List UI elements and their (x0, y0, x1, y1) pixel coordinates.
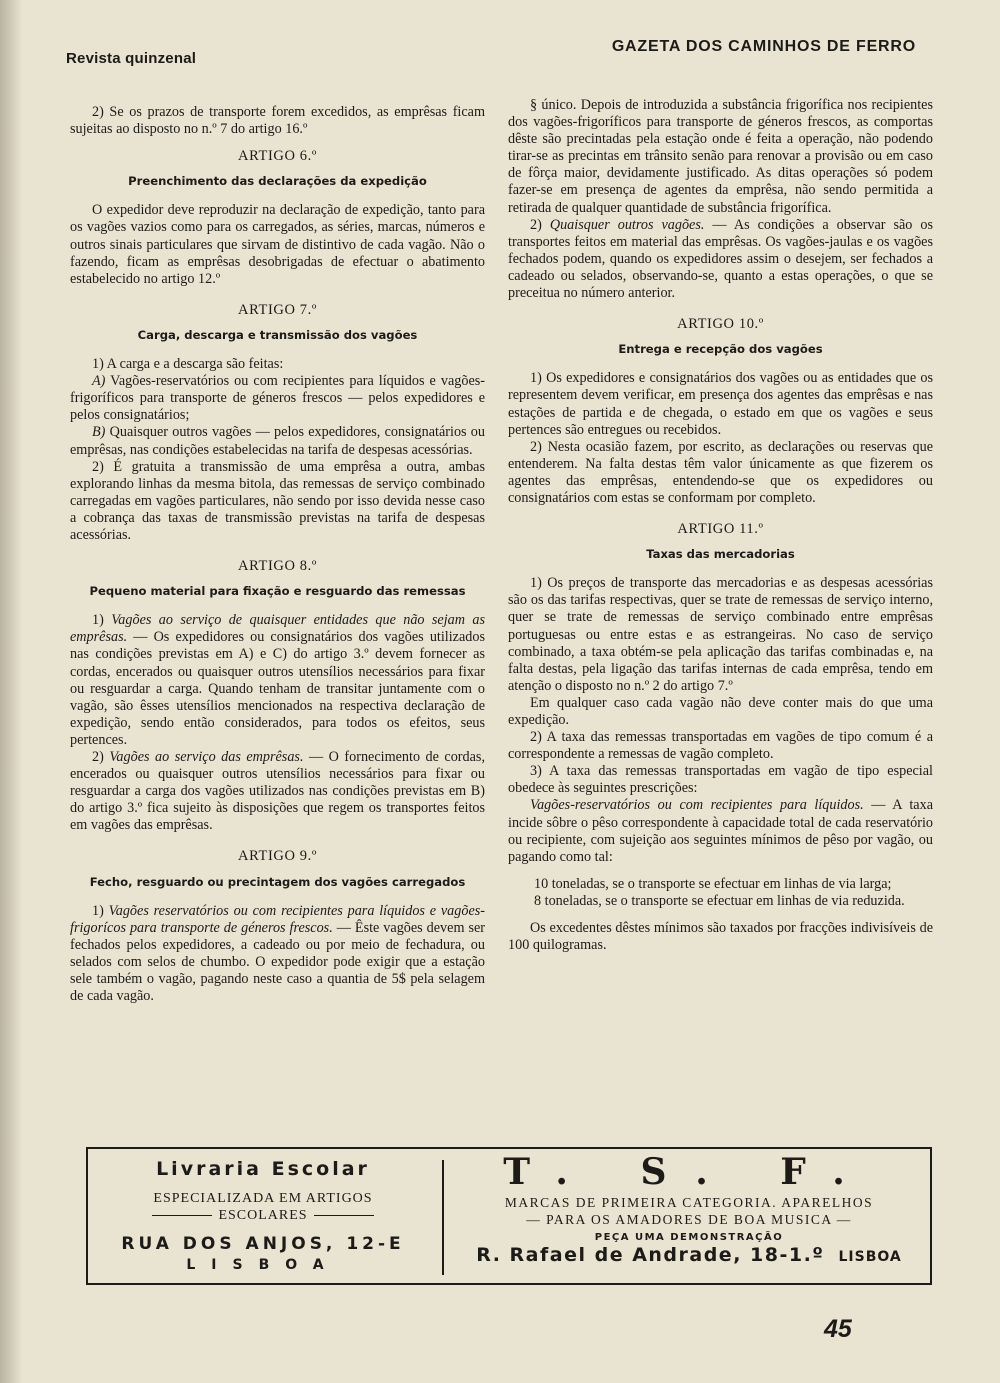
spacer (508, 866, 933, 876)
paragraph: 10 toneladas, se o transporte se efectuar em linhas de via larga; (534, 875, 892, 892)
page-gutter-shadow (0, 0, 22, 1383)
article-heading: ARTIGO 10.º (677, 316, 764, 333)
ad-livraria-street: RUA DOS ANJOS, 12-E (121, 1234, 405, 1254)
paragraph: 2) Se os prazos de transporte forem excedidos, as emprêsas ficam sujeitas ao disposto no n.º 7 do artigo 16.º (70, 104, 485, 138)
paragraph: 8 toneladas, se o transporte se efectuar em linhas de via reduzida. (534, 892, 905, 909)
rule-right (314, 1215, 374, 1216)
section-title: Entrega e recepção dos vagões (618, 342, 823, 357)
ad-livraria-spec-2-row (92, 1207, 434, 1224)
paragraph (508, 797, 933, 865)
item-number: 2) (92, 749, 104, 765)
article-heading: ARTIGO 8.º (238, 558, 317, 575)
ad-tsf-desc-2: — PARA OS AMADORES DE BOA MUSICA — (526, 1212, 852, 1227)
ad-livraria-escolar (92, 1154, 434, 1273)
item-label: A) (92, 373, 106, 390)
item-label: B) (92, 424, 106, 441)
ad-tsf-address: R. Rafael de Andrade, 18-1.º (476, 1244, 825, 1266)
article-heading: ARTIGO 7.º (238, 301, 317, 318)
ad-tsf-title: T. S. F. (503, 1151, 875, 1193)
header-right-title: GAZETA DOS CAMINHOS DE FERRO (611, 38, 916, 55)
paragraph (70, 749, 485, 834)
item-number: 1) (92, 612, 104, 629)
section-title: Carga, descarga e transmissão dos vagões (137, 327, 418, 342)
article-heading: ARTIGO 6.º (238, 148, 317, 165)
section-title: Preenchimento das declarações da expedição (128, 174, 427, 189)
ad-tsf-address-row (450, 1244, 928, 1266)
paragraph (70, 424, 485, 458)
paragraph (70, 373, 485, 424)
ad-tsf (450, 1152, 928, 1266)
item-text: — Os expedidores ou consignatários dos vagões utilizados nas condições previstas em A) e C) do artigo 3.º devem fornecer as cordas, encerados ou quaisquer outros utensílios necessários para fixar ou resguardar a carga. Quando tenham de transitar juntamente com o vagão, são êsses utensílios mencionados na respectiva declaração de expedição, sendo então considerados, para todos os efeitos, seus pertences. (70, 629, 485, 748)
paragraph (70, 612, 485, 749)
item-italic: Quaisquer outros vagões. (549, 216, 705, 233)
spacer (508, 910, 933, 920)
right-column (508, 97, 933, 954)
paragraph: Em qualquer caso cada vagão não deve conter mais do que uma expedição. (508, 694, 933, 728)
ad-tsf-desc-1: MARCAS DE PRIMEIRA CATEGORIA. APARELHOS (504, 1195, 874, 1210)
paragraph: 3) A taxa das remessas transportadas em vagão de tipo especial obedece às seguintes prescrições: (508, 763, 933, 797)
item-italic: Vagões ao serviço das emprêsas. (109, 749, 304, 765)
paragraph: O expedidor deve reproduzir na declaração de expedição, tanto para os vagões vazios como para os carregados, as séries, marcas, números e outros sinais particulares que sirvam de distintivo de cada vagão. Não o fazendo, ficam as emprêsas desobrigadas de efectuar o abatimento estabelecido no artigo 12.º (70, 202, 485, 287)
rule-left (152, 1215, 212, 1216)
item-text: — As condições a observar são os transportes feitos em material das emprêsas. Os vagões-jaulas e os vagões fechados podem, quando os expedidores assim o desejem, ser fechados a cadeado ou selados, observando-se, quanto a estas operações, o que se preceitua no número anterior. (508, 216, 933, 302)
item-text: — O fornecimento de cordas, encerados ou quaisquer outros utensílios necessários para fixar ou resguardar a carga dos vagões utilizados nas condições previstas em B) do artigo 3.º fica sujeito às disposições que regem os transportes feitos em vagões das emprêsas. (70, 749, 485, 834)
paragraph: 2) A taxa das remessas transportadas em vagões de tipo comum é a correspondente a remessas de vagão completo. (508, 729, 933, 763)
advertisement-divider (442, 1160, 444, 1275)
item-italic: Vagões reservatórios ou com recipientes para líquidos e vagões-frigorícos para transporte de géneros frescos. (70, 902, 486, 936)
page-number: 45 (824, 1315, 852, 1343)
ad-livraria-city: LISBOA (186, 1257, 340, 1273)
paragraph (508, 217, 933, 302)
ad-tsf-demo: PEÇA UMA DEMONSTRAÇÃO (594, 1232, 784, 1243)
ad-tsf-city: LISBOA (838, 1249, 902, 1265)
item-text: — A taxa incide sôbre o pêso correspondente à capacidade total de cada reservatório ou recipiente, com sujeição aos seguintes mínimos de pêso por vagão, ou pagando como tal: (508, 797, 933, 865)
ad-livraria-spec-2: ESCOLARES (218, 1208, 308, 1223)
item-italic: Vagões ao serviço de quaisquer entidades que não sejam as emprêsas. (70, 612, 486, 646)
section-title: Pequeno material para fixação e resguardo das remessas (89, 584, 466, 599)
left-column (70, 104, 485, 1005)
paragraph: 1) Os preços de transporte das mercadorias e as despesas acessórias são os das tarifas respectivas, quer se trate de remessas de serviço interno, quer se trate de remessas de serviço combinado entre emprêsas portuguesas ou entre estas e as estrangeiras. No caso de serviço combinado, a taxa obtém-se pela aplicação das tarifas combinadas e, na falta destas, pela ligação das tarifas internas de cada emprêsa, tendo em atenção o disposto no n.º 2 do artigo 7.º (508, 575, 933, 694)
article-heading: ARTIGO 11.º (677, 521, 764, 538)
paragraph: Os excedentes dêstes mínimos são taxados por fracções indivisíveis de 100 quilogramas. (508, 920, 933, 954)
header-left-title: Revista quinzenal (66, 50, 197, 67)
item-number: 2) (530, 216, 542, 233)
item-text: Quaisquer outros vagões — pelos expedidores, consignatários ou emprêsas, nas condições estabelecidas na tarifa de despesas acessórias. (70, 424, 485, 458)
article-heading: ARTIGO 9.º (238, 848, 317, 865)
section-title: Fecho, resguardo ou precintagem dos vagões carregados (89, 874, 466, 889)
item-text: Vagões-reservatórios ou com recipientes para líquidos e vagões-frigoríficos para transporte de géneros frescos — pelos expedidores e pelos consignatários; (70, 373, 485, 424)
item-text: — Êste vagões devem ser fechados pelos expedidores, a cadeado ou por meio de fechadura, ou selados com selos de chumbo. O expedidor pode exigir que a estação sele também o vagão, pagando neste caso a quantia de 5$ pela selagem de cada vagão. (70, 919, 486, 1005)
section-title: Taxas das mercadorias (646, 547, 795, 562)
ad-livraria-spec-1: ESPECIALIZADA EM ARTIGOS (153, 1191, 373, 1206)
item-italic: Vagões-reservatórios ou com recipientes para líquidos. (530, 797, 864, 814)
paragraph (70, 903, 485, 1006)
paragraph: § único. Depois de introduzida a substância frigorífica nos recipientes dos vagões-frigoríficos para transporte de géneros frescos, as comportas dêste são precintadas pela estação onde é feita a operação, não podendo tirar-se as precintas em trânsito senão para renovar a provisão ou em caso de fôrça maior, devidamente justificado. As ditas operações só podem fazer-se em presença de agentes da emprêsa, não sendo permitida a retirada de qualquer quantidade de substância frigorífica. (508, 97, 933, 216)
ad-livraria-name: Livraria Escolar (156, 1158, 370, 1180)
paragraph: 1) A carga e a descarga são feitas: (92, 356, 284, 373)
paragraph: 1) Os expedidores e consignatários dos vagões ou as entidades que os representem devem verificar, em presença dos agentes das emprêsas e nas estações de partida e de chegada, o estado em que os vagões e seus pertences são entregues ou recebidos. (508, 370, 933, 438)
paragraph: 2) Nesta ocasião fazem, por escrito, as declarações ou reservas que entenderem. Na falta destas têm valor únicamente as que fizerem os agentes das emprêsas, entendendo-se que os expedidores ou consignatários com estas se conformam por completo. (508, 438, 933, 506)
paragraph: 2) É gratuita a transmissão de uma emprêsa a outra, ambas explorando linhas da mesma bitola, das remessas de serviço combinado carregadas em vagões particulares, não sendo por isso devida nesse caso a cobrança das taxas de transmissão previstas na tarifa de despesas acessórias. (70, 458, 485, 543)
item-number: 1) (92, 902, 104, 919)
